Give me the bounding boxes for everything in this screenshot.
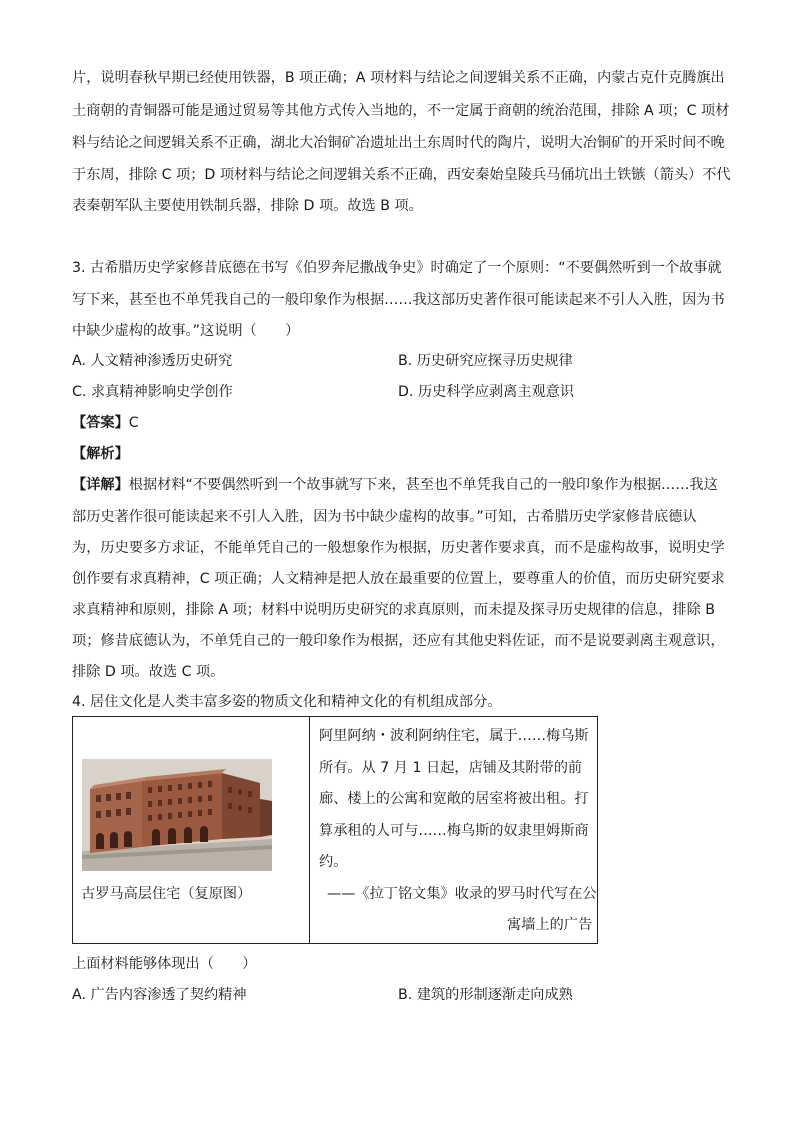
analysis-line: 土商朝的青铜器可能是通过贸易等其他方式传入当地的，不一定属于商朝的统治范围，排除 A 项；C 项材 — [72, 103, 730, 119]
analysis-tag: 【解析】 — [72, 446, 129, 462]
detail-line: 项；修昔底德认为，不单凭自己的一般印象作为根据，还应有其他史料佐证，而不是说要剥离主观意识， — [72, 633, 725, 649]
question-3-stem: 3. 古希腊历史学家修昔底德在书写《伯罗奔尼撒战争史》时确定了一个原则：“不要偶然听到一个故事就 — [72, 260, 722, 276]
option-b: B. 建筑的形制逐渐走向成熟 — [398, 987, 573, 1003]
image-caption: 古罗马高层住宅（复原图） — [81, 886, 252, 902]
roman-building-image — [82, 759, 272, 871]
answer-tag: 【答案】 — [72, 415, 129, 431]
detail-line: 为，历史要多方求证，不能单凭自己的一般想象作为根据，历史著作要求真，而不是虚构故事，说明史学 — [72, 540, 725, 556]
detail-tag: 【详解】 — [72, 477, 129, 493]
question-3-stem: 中缺少虚构的故事。”这说明（ ） — [72, 323, 300, 339]
analysis-line: 表秦朝军队主要使用铁制兵器，排除 D 项。故选 B 项。 — [72, 198, 423, 214]
option-a: A. 广告内容渗透了契约精神 — [72, 987, 247, 1003]
quote-line: 阿里阿纳・波利阿纳住宅，属于……梅乌斯 — [319, 728, 589, 744]
option-b: B. 历史研究应探寻历史规律 — [398, 353, 573, 369]
option-a: A. 人文精神渗透历史研究 — [72, 353, 233, 369]
material-table — [72, 716, 598, 944]
detail-line: 部历史著作很可能读起来不引人入胜，因为书中缺少虚构的故事。”可知，古希腊历史学家修昔底德认 — [72, 509, 697, 525]
quote-line: 约。 — [319, 854, 348, 870]
quote-line: 算承租的人可与……梅乌斯的奴隶里姆斯商 — [319, 823, 589, 839]
option-c: C. 求真精神影响史学创作 — [72, 384, 233, 400]
analysis-line: 于东周，排除 C 项；D 项材料与结论之间逻辑关系不正确，西安秦始皇陵兵马俑坑出土铁镞（箭头）不代 — [72, 167, 731, 183]
question-4-prompt: 上面材料能够体现出（ ） — [72, 956, 257, 972]
detail-line: 【详解】根据材料“不要偶然听到一个故事就写下来，甚至也不单凭我自己的一般印象作为根据……我这 — [72, 477, 718, 493]
detail-line: 排除 D 项。故选 C 项。 — [72, 664, 225, 680]
question-3-stem: 写下来，甚至也不单凭我自己的一般印象作为根据……我这部历史著作很可能读起来不引人入胜，因为书 — [72, 292, 725, 308]
answer-value: C — [128, 415, 139, 431]
table-divider — [309, 717, 310, 943]
detail-line: 创作要有求真精神，C 项正确；人文精神是把人放在最重要的位置上，要尊重人的价值，而历史研究要求 — [72, 571, 725, 587]
quote-line: 所有。从 7 月 1 日起，店铺及其附带的前 — [319, 760, 583, 776]
quote-source: 寓墙上的广告 — [507, 917, 593, 933]
quote-line: 廊、楼上的公寓和宽敞的居室将被出租。打 — [319, 791, 589, 807]
question-4-stem: 4. 居住文化是人类丰富多姿的物质文化和精神文化的有机组成部分。 — [72, 694, 502, 710]
option-d: D. 历史科学应剥离主观意识 — [398, 384, 575, 400]
analysis-line: 片，说明春秋早期已经使用铁器，B 项正确；A 项材料与结论之间逻辑关系不正确，内蒙古克什克腾旗出 — [72, 70, 725, 86]
answer-line — [72, 414, 139, 432]
analysis-line: 料与结论之间逻辑关系不正确，湖北大冶铜矿冶遗址出土东周时代的陶片，说明大冶铜矿的开采时间不晚 — [72, 135, 725, 151]
quote-source: ——《拉丁铭文集》收录的罗马时代写在公 — [327, 886, 597, 902]
detail-line: 求真精神和原则，排除 A 项；材料中说明历史研究的求真原则，而未提及探寻历史规律的信息，排除 B — [72, 602, 716, 618]
